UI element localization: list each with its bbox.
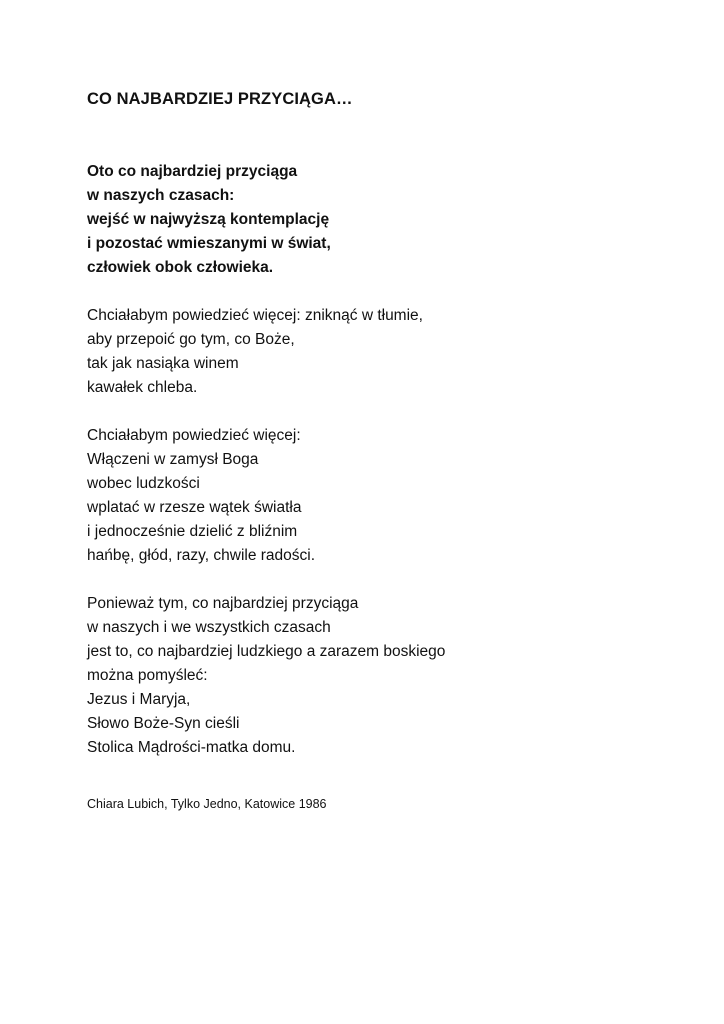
stanza-2 [87,304,445,400]
source-citation: Chiara Lubich, Tylko Jedno, Katowice 1986 [87,797,327,811]
poem-line: wobec ludzkości [87,475,200,492]
stanza-4 [87,592,445,760]
poem-line: Oto co najbardziej przyciąga [87,163,298,180]
poem-line: tak jak nasiąka winem [87,355,239,372]
poem-line: Chciałabym powiedzieć więcej: zniknąć w tłumie, [87,307,423,324]
poem-line: hańbę, głód, razy, chwile radości. [87,547,316,564]
poem-line: Chciałabym powiedzieć więcej: [87,427,301,444]
poem-line: w naszych czasach: [87,187,235,204]
poem-line: kawałek chleba. [87,379,198,396]
poem-line: człowiek obok człowieka. [87,259,274,276]
poem-body [87,160,445,784]
poem-line: wejść w najwyższą kontemplację [87,211,330,228]
poem-line: Słowo Boże-Syn cieśli [87,715,240,732]
poem-line: w naszych i we wszystkich czasach [87,619,331,636]
poem-line: Włączeni w zamysł Boga [87,451,259,468]
poem-line: wplatać w rzesze wątek światła [87,499,302,516]
poem-line: i pozostać wmieszanymi w świat, [87,235,331,252]
poem-line: Jezus i Maryja, [87,691,191,708]
poem-line: i jednocześnie dzielić z bliźnim [87,523,298,540]
stanza-3 [87,424,445,568]
poem-line: Stolica Mądrości-matka domu. [87,739,296,756]
poem-title: CO NAJBARDZIEJ PRZYCIĄGA… [87,90,353,108]
poem-line: aby przepoić go tym, co Boże, [87,331,295,348]
stanza-1 [87,160,445,280]
poem-line: można pomyśleć: [87,667,208,684]
poem-line: Ponieważ tym, co najbardziej przyciąga [87,595,359,612]
poem-line: jest to, co najbardziej ludzkiego a zarazem boskiego [87,643,446,660]
